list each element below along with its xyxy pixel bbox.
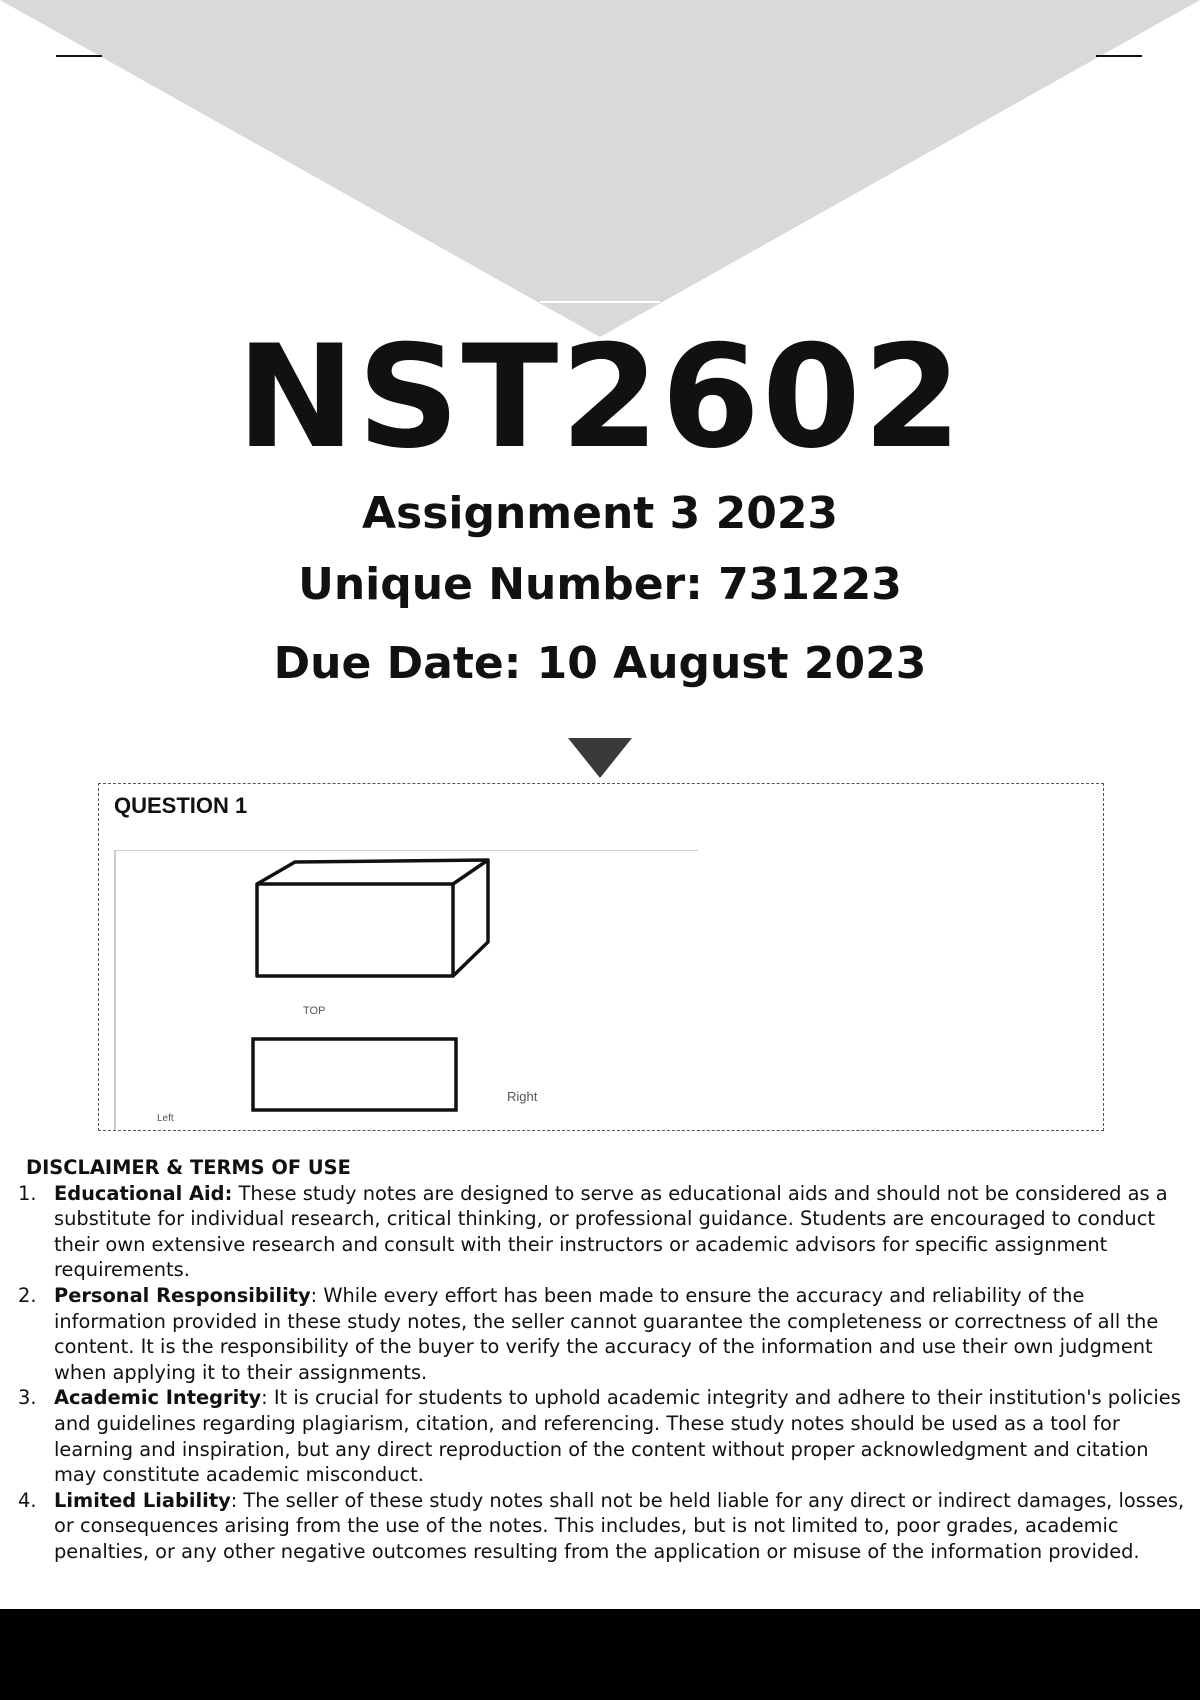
question-title: QUESTION 1 (114, 793, 248, 818)
term-heading: Limited Liability (54, 1488, 231, 1512)
term-heading: Personal Responsibility (54, 1283, 311, 1307)
front-view-rect (253, 1039, 456, 1110)
due-date: Due Date: 10 August 2023 (273, 638, 927, 689)
isometric-box (257, 860, 488, 976)
corner-rule-right (1096, 55, 1142, 57)
term-number: 4. (18, 1488, 37, 1512)
term-text: : It is crucial for students to uphold academic integrity and adhere to their institution's policies and guidelines regarding plagiarism, citation, and referencing. These study notes should be used as a tool for learning and inspiration, but any direct reproduction of the content without proper acknowledgment and citation may constitute academic misconduct. (54, 1386, 1181, 1487)
terms-list (18, 1181, 1188, 1565)
term-text: : The seller of these study notes shall not be held liable for any direct or indirect damages, losses, or consequences arising from the use of the notes. This includes, but is not limited to, poor grades, academic penalties, or any other negative outcomes resulting from the application or misuse of the information provided. (54, 1488, 1185, 1563)
term-number: 1. (18, 1181, 37, 1205)
term-text: These study notes are designed to serve as educational aids and should not be considered as a substitute for individual research, critical thinking, or professional guidance. Students are encouraged to conduct their own extensive research and consult with their instructors or academic advisors for specific assignment requirements. (54, 1181, 1168, 1282)
term-item (18, 1385, 1188, 1487)
term-item (18, 1181, 1188, 1283)
assignment-title: Assignment 3 2023 (361, 488, 839, 539)
footer-bar (0, 1609, 1200, 1700)
term-number: 3. (18, 1386, 37, 1410)
orthographic-figure (114, 850, 698, 1130)
unique-number: Unique Number: 731223 (298, 559, 902, 610)
term-item (18, 1488, 1188, 1565)
term-heading: Educational Aid: (54, 1181, 233, 1205)
term-text: : While every effort has been made to ensure the accuracy and reliability of the information provided in these study notes, the seller cannot guarantee the completeness or correctness of all the content. It is the responsibility of the buyer to verify the accuracy of the information and use their own judgment when applying it to their assignments. (54, 1283, 1159, 1384)
figure-label-left: Left (157, 1113, 174, 1124)
term-number: 2. (18, 1283, 37, 1307)
corner-rule-left (56, 55, 102, 57)
disclaimer-title: DISCLAIMER & TERMS OF USE (26, 1156, 351, 1179)
figure-label-right: Right (507, 1089, 538, 1104)
figure-label-top: TOP (303, 1005, 326, 1017)
term-item (18, 1283, 1188, 1385)
triangle-down-icon (568, 738, 632, 778)
disclaimer-section (18, 1155, 1188, 1565)
term-heading: Academic Integrity (54, 1386, 262, 1410)
course-code: NST2602 (236, 315, 964, 480)
banner-chevron (0, 0, 1200, 340)
